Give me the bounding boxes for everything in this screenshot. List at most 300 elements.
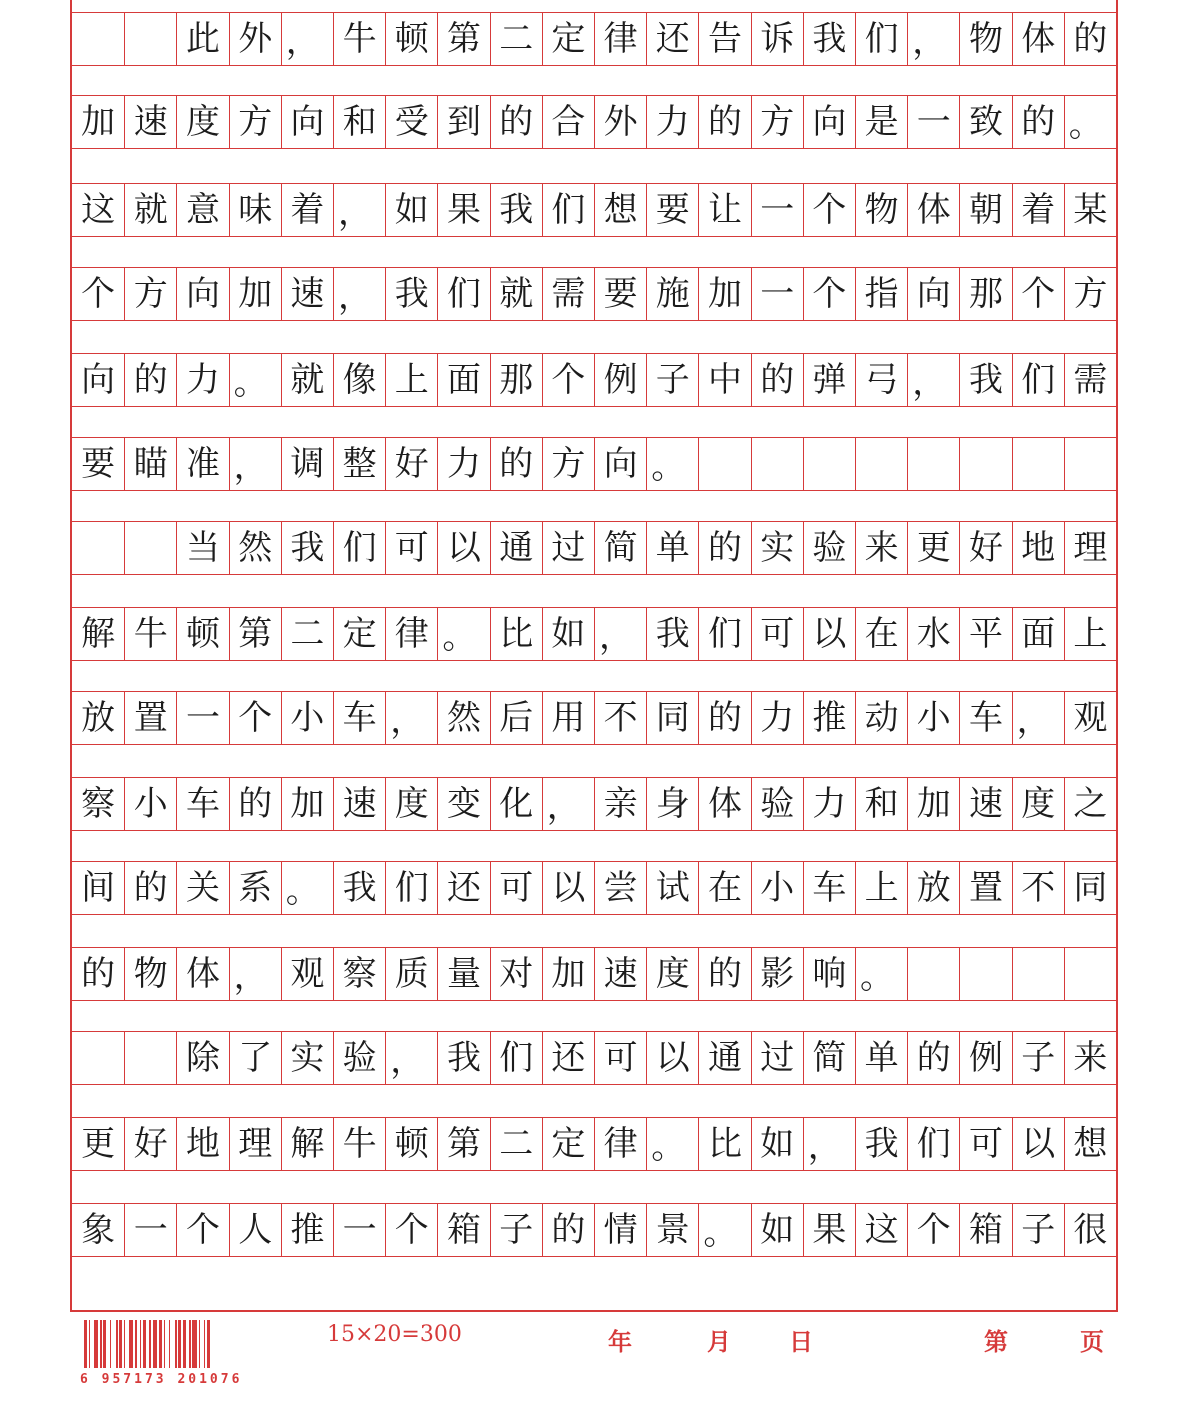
grid-cell: ， bbox=[542, 777, 594, 831]
grid-cell: 察 bbox=[72, 777, 124, 831]
grid-cell: 水 bbox=[907, 607, 959, 661]
grid-cell: 顿 bbox=[385, 1117, 437, 1171]
grid-cell: 用 bbox=[542, 691, 594, 745]
grid-cell: 在 bbox=[698, 861, 750, 915]
grid-row bbox=[72, 95, 1116, 149]
grid-cell: 像 bbox=[333, 353, 385, 407]
grid-cell: 要 bbox=[594, 267, 646, 321]
grid-cell: 度 bbox=[1012, 777, 1064, 831]
grid-cell: 除 bbox=[176, 1031, 228, 1085]
grid-cell: 这 bbox=[855, 1203, 907, 1257]
grid-cell: 一 bbox=[907, 95, 959, 149]
grid-cell: 质 bbox=[385, 947, 437, 1001]
grid-cell: 简 bbox=[594, 521, 646, 575]
grid-cell: 置 bbox=[124, 691, 176, 745]
grid-row bbox=[72, 691, 1116, 745]
grid-cell: 还 bbox=[437, 861, 489, 915]
grid-cell: 外 bbox=[594, 95, 646, 149]
grid-cell bbox=[124, 1031, 176, 1085]
grid-cell: 某 bbox=[1064, 183, 1116, 237]
grid-cell: 体 bbox=[176, 947, 228, 1001]
grid-cell bbox=[72, 1031, 124, 1085]
grid-cell: 准 bbox=[176, 437, 228, 491]
grid-cell: 推 bbox=[803, 691, 855, 745]
grid-cell: 力 bbox=[751, 691, 803, 745]
grid-cell: 瞄 bbox=[124, 437, 176, 491]
grid-cell bbox=[959, 947, 1011, 1001]
grid-cell: 体 bbox=[698, 777, 750, 831]
grid-cell bbox=[1012, 437, 1064, 491]
grid-cell: 通 bbox=[698, 1031, 750, 1085]
grid-cell: 同 bbox=[646, 691, 698, 745]
grid-cell: 的 bbox=[698, 95, 750, 149]
grid-cell: 的 bbox=[542, 1203, 594, 1257]
grid-cell: 们 bbox=[907, 1117, 959, 1171]
grid-cell: 需 bbox=[1064, 353, 1116, 407]
grid-cell: 加 bbox=[542, 947, 594, 1001]
grid-cell: 的 bbox=[751, 353, 803, 407]
grid-row bbox=[72, 861, 1116, 915]
grid-cell: 度 bbox=[646, 947, 698, 1001]
grid-cell: 尝 bbox=[594, 861, 646, 915]
grid-cell: 那 bbox=[490, 353, 542, 407]
grid-cell: 个 bbox=[72, 267, 124, 321]
grid-cell: 当 bbox=[176, 521, 228, 575]
grid-cell: 加 bbox=[281, 777, 333, 831]
grid-cell: 我 bbox=[281, 521, 333, 575]
grid-cell: 个 bbox=[1012, 267, 1064, 321]
grid-cell: 验 bbox=[751, 777, 803, 831]
grid-cell: ， bbox=[333, 183, 385, 237]
grid-cell: 箱 bbox=[437, 1203, 489, 1257]
grid-cell: 。 bbox=[437, 607, 489, 661]
day-label: 日 bbox=[789, 1327, 813, 1356]
grid-cell: 。 bbox=[281, 861, 333, 915]
grid-cell: 到 bbox=[437, 95, 489, 149]
grid-cell: 和 bbox=[855, 777, 907, 831]
grid-cell bbox=[855, 437, 907, 491]
grid-cell: 果 bbox=[803, 1203, 855, 1257]
grid-cell: 想 bbox=[1064, 1117, 1116, 1171]
grid-cell: 很 bbox=[1064, 1203, 1116, 1257]
grid-cell: 速 bbox=[959, 777, 1011, 831]
grid-cell: 更 bbox=[907, 521, 959, 575]
grid-cell: 向 bbox=[176, 267, 228, 321]
grid-row bbox=[72, 521, 1116, 575]
grid-cell: 。 bbox=[646, 1117, 698, 1171]
grid-cell: 弓 bbox=[855, 353, 907, 407]
grid-cell: ， bbox=[907, 12, 959, 66]
grid-cell: 速 bbox=[594, 947, 646, 1001]
grid-cell: 解 bbox=[72, 607, 124, 661]
grid-row bbox=[72, 947, 1116, 1001]
grid-cell: 二 bbox=[490, 1117, 542, 1171]
grid-cell: 影 bbox=[751, 947, 803, 1001]
grid-cell: 以 bbox=[646, 1031, 698, 1085]
grid-cell: 牛 bbox=[333, 1117, 385, 1171]
grid-row bbox=[72, 1031, 1116, 1085]
grid-cell: 定 bbox=[542, 1117, 594, 1171]
grid-cell: 方 bbox=[1064, 267, 1116, 321]
grid-cell: 如 bbox=[751, 1117, 803, 1171]
grid-cell: 好 bbox=[959, 521, 1011, 575]
grid-cell: 然 bbox=[229, 521, 281, 575]
grid-cell bbox=[959, 437, 1011, 491]
grid-cell: 第 bbox=[229, 607, 281, 661]
grid-cell: 弹 bbox=[803, 353, 855, 407]
grid-cell: 。 bbox=[698, 1203, 750, 1257]
grid-cell: 个 bbox=[803, 267, 855, 321]
grid-cell: 推 bbox=[281, 1203, 333, 1257]
grid-cell: 关 bbox=[176, 861, 228, 915]
grid-cell: 律 bbox=[594, 1117, 646, 1171]
grid-cell: 的 bbox=[1064, 12, 1116, 66]
barcode-bar bbox=[207, 1320, 210, 1368]
grid-cell: 理 bbox=[229, 1117, 281, 1171]
grid-cell: 速 bbox=[124, 95, 176, 149]
grid-cell: 个 bbox=[385, 1203, 437, 1257]
grid-cell: 箱 bbox=[959, 1203, 1011, 1257]
grid-cell: 。 bbox=[1064, 95, 1116, 149]
grid-cell: 情 bbox=[594, 1203, 646, 1257]
grid-cell: 比 bbox=[698, 1117, 750, 1171]
grid-cell: 定 bbox=[542, 12, 594, 66]
grid-cell: 小 bbox=[907, 691, 959, 745]
grid-cell: 就 bbox=[281, 353, 333, 407]
grid-cell: 的 bbox=[698, 947, 750, 1001]
grid-cell: 需 bbox=[542, 267, 594, 321]
page-prefix-label: 第 bbox=[984, 1327, 1008, 1356]
grid-cell: 上 bbox=[1064, 607, 1116, 661]
grid-cell: 方 bbox=[229, 95, 281, 149]
grid-cell: 上 bbox=[385, 353, 437, 407]
grid-cell: 就 bbox=[490, 267, 542, 321]
grid-cell: 的 bbox=[72, 947, 124, 1001]
grid-cell: 化 bbox=[490, 777, 542, 831]
grid-cell: 顿 bbox=[176, 607, 228, 661]
grid-cell: 比 bbox=[490, 607, 542, 661]
grid-cell: 的 bbox=[490, 95, 542, 149]
grid-row bbox=[72, 607, 1116, 661]
grid-cell: 就 bbox=[124, 183, 176, 237]
grid-cell: 合 bbox=[542, 95, 594, 149]
grid-cell: 们 bbox=[542, 183, 594, 237]
grid-cell: 。 bbox=[229, 353, 281, 407]
grid-cell: 律 bbox=[594, 12, 646, 66]
grid-cell: ， bbox=[907, 353, 959, 407]
grid-cell: 们 bbox=[385, 861, 437, 915]
grid-cell: 车 bbox=[959, 691, 1011, 745]
grid-cell: 牛 bbox=[333, 12, 385, 66]
grid-row bbox=[72, 183, 1116, 237]
grid-cell: 置 bbox=[959, 861, 1011, 915]
grid-cell: 们 bbox=[698, 607, 750, 661]
grid-cell: 上 bbox=[855, 861, 907, 915]
grid-cell: ， bbox=[229, 947, 281, 1001]
grid-cell: 让 bbox=[698, 183, 750, 237]
grid-cell: 我 bbox=[437, 1031, 489, 1085]
grid-cell: 速 bbox=[333, 777, 385, 831]
grid-row bbox=[72, 12, 1116, 66]
grid-cell: 着 bbox=[1012, 183, 1064, 237]
grid-cell: 不 bbox=[1012, 861, 1064, 915]
grid-cell: 个 bbox=[229, 691, 281, 745]
grid-cell: 单 bbox=[855, 1031, 907, 1085]
grid-cell: ， bbox=[333, 267, 385, 321]
grid-cell bbox=[907, 947, 959, 1001]
grid-cell: ， bbox=[1012, 691, 1064, 745]
grid-cell bbox=[1064, 947, 1116, 1001]
grid-cell: 放 bbox=[907, 861, 959, 915]
grid-cell bbox=[124, 12, 176, 66]
grid-cell: 的 bbox=[698, 691, 750, 745]
grid-cell: 过 bbox=[542, 521, 594, 575]
grid-cell: 的 bbox=[907, 1031, 959, 1085]
grid-cell: 物 bbox=[124, 947, 176, 1001]
grid-cell: 如 bbox=[385, 183, 437, 237]
grid-cell: 加 bbox=[907, 777, 959, 831]
grid-cell: 解 bbox=[281, 1117, 333, 1171]
grid-cell: 牛 bbox=[124, 607, 176, 661]
grid-cell bbox=[751, 437, 803, 491]
grid-cell: 后 bbox=[490, 691, 542, 745]
grid-cell: 方 bbox=[124, 267, 176, 321]
grid-cell: 的 bbox=[490, 437, 542, 491]
grid-cell: 简 bbox=[803, 1031, 855, 1085]
grid-cell: 们 bbox=[1012, 353, 1064, 407]
grid-count-formula: 15×20=300 bbox=[327, 1322, 462, 1347]
grid-cell: 一 bbox=[333, 1203, 385, 1257]
grid-cell: 更 bbox=[72, 1117, 124, 1171]
grid-cell: 外 bbox=[229, 12, 281, 66]
grid-cell: 观 bbox=[281, 947, 333, 1001]
grid-cell: 一 bbox=[751, 183, 803, 237]
grid-cell bbox=[698, 437, 750, 491]
grid-cell: 们 bbox=[490, 1031, 542, 1085]
grid-cell: 告 bbox=[698, 12, 750, 66]
grid-cell: 验 bbox=[803, 521, 855, 575]
year-label: 年 bbox=[608, 1327, 632, 1356]
grid-cell: 动 bbox=[855, 691, 907, 745]
grid-cell: 这 bbox=[72, 183, 124, 237]
grid-cell: 律 bbox=[385, 607, 437, 661]
grid-cell: 同 bbox=[1064, 861, 1116, 915]
grid-cell: 验 bbox=[333, 1031, 385, 1085]
grid-cell: 体 bbox=[1012, 12, 1064, 66]
grid-cell: 察 bbox=[333, 947, 385, 1001]
grid-cell: 观 bbox=[1064, 691, 1116, 745]
grid-cell: 一 bbox=[124, 1203, 176, 1257]
grid-cell: 度 bbox=[176, 95, 228, 149]
grid-cell: 意 bbox=[176, 183, 228, 237]
grid-cell: 景 bbox=[646, 1203, 698, 1257]
grid-cell: 如 bbox=[751, 1203, 803, 1257]
grid-cell: 理 bbox=[1064, 521, 1116, 575]
grid-cell: 加 bbox=[72, 95, 124, 149]
grid-cell: 中 bbox=[698, 353, 750, 407]
grid-cell: 二 bbox=[490, 12, 542, 66]
grid-cell: ， bbox=[385, 691, 437, 745]
grid-cell: 可 bbox=[594, 1031, 646, 1085]
grid-cell: 身 bbox=[646, 777, 698, 831]
grid-cell: 在 bbox=[855, 607, 907, 661]
grid-cell: 第 bbox=[437, 12, 489, 66]
grid-cell: 致 bbox=[959, 95, 1011, 149]
grid-cell: 的 bbox=[698, 521, 750, 575]
grid-cell: 以 bbox=[542, 861, 594, 915]
grid-cell: 个 bbox=[907, 1203, 959, 1257]
grid-cell: 过 bbox=[751, 1031, 803, 1085]
grid-cell: 。 bbox=[646, 437, 698, 491]
grid-cell: 受 bbox=[385, 95, 437, 149]
grid-cell: 整 bbox=[333, 437, 385, 491]
grid-cell: 例 bbox=[594, 353, 646, 407]
grid-cell: 个 bbox=[542, 353, 594, 407]
grid-cell: 要 bbox=[646, 183, 698, 237]
grid-cell: 人 bbox=[229, 1203, 281, 1257]
grid-cell: 一 bbox=[176, 691, 228, 745]
page-label: 页 bbox=[1080, 1327, 1104, 1356]
grid-cell: 单 bbox=[646, 521, 698, 575]
grid-cell: 想 bbox=[594, 183, 646, 237]
grid-cell: 可 bbox=[385, 521, 437, 575]
grid-row bbox=[72, 1203, 1116, 1257]
grid-cell bbox=[1012, 947, 1064, 1001]
grid-cell: 可 bbox=[959, 1117, 1011, 1171]
grid-cell: 车 bbox=[333, 691, 385, 745]
grid-cell: 味 bbox=[229, 183, 281, 237]
grid-cell: ， bbox=[803, 1117, 855, 1171]
grid-cell bbox=[72, 12, 124, 66]
grid-cell: 体 bbox=[907, 183, 959, 237]
grid-cell: 好 bbox=[124, 1117, 176, 1171]
grid-cell: 是 bbox=[855, 95, 907, 149]
grid-cell: 以 bbox=[1012, 1117, 1064, 1171]
grid-cell: 力 bbox=[803, 777, 855, 831]
grid-cell: 子 bbox=[1012, 1203, 1064, 1257]
grid-cell: 小 bbox=[281, 691, 333, 745]
grid-cell: 着 bbox=[281, 183, 333, 237]
grid-row bbox=[72, 267, 1116, 321]
grid-cell: 的 bbox=[124, 861, 176, 915]
grid-cell bbox=[72, 521, 124, 575]
grid-cell: 我 bbox=[646, 607, 698, 661]
grid-cell: ， bbox=[385, 1031, 437, 1085]
grid-cell: 放 bbox=[72, 691, 124, 745]
grid-cell: ， bbox=[229, 437, 281, 491]
grid-cell: 对 bbox=[490, 947, 542, 1001]
grid-cell: 个 bbox=[176, 1203, 228, 1257]
grid-cell: 。 bbox=[855, 947, 907, 1001]
grid-cell: 还 bbox=[542, 1031, 594, 1085]
grid-cell: 来 bbox=[855, 521, 907, 575]
grid-cell: 向 bbox=[907, 267, 959, 321]
grid-cell: 我 bbox=[490, 183, 542, 237]
grid-cell: 第 bbox=[437, 1117, 489, 1171]
grid-cell: 加 bbox=[229, 267, 281, 321]
grid-cell: 个 bbox=[803, 183, 855, 237]
grid-cell: 面 bbox=[1012, 607, 1064, 661]
grid-cell: 向 bbox=[281, 95, 333, 149]
grid-cell: 向 bbox=[594, 437, 646, 491]
month-label: 月 bbox=[707, 1327, 731, 1356]
grid-cell: 们 bbox=[855, 12, 907, 66]
grid-cell: 小 bbox=[124, 777, 176, 831]
grid-cell: 要 bbox=[72, 437, 124, 491]
grid-cell: 地 bbox=[176, 1117, 228, 1171]
grid-cell: 方 bbox=[542, 437, 594, 491]
grid-cell: 以 bbox=[437, 521, 489, 575]
grid-cell: 子 bbox=[490, 1203, 542, 1257]
grid-cell: 如 bbox=[542, 607, 594, 661]
grid-cell: 可 bbox=[751, 607, 803, 661]
grid-cell: 果 bbox=[437, 183, 489, 237]
grid-cell: 子 bbox=[646, 353, 698, 407]
grid-cell bbox=[1064, 437, 1116, 491]
grid-cell: 加 bbox=[698, 267, 750, 321]
grid-cell: 力 bbox=[437, 437, 489, 491]
grid-cell: 施 bbox=[646, 267, 698, 321]
grid-cell: 小 bbox=[751, 861, 803, 915]
grid-cell: 调 bbox=[281, 437, 333, 491]
grid-cell: 我 bbox=[855, 1117, 907, 1171]
grid-row bbox=[72, 1117, 1116, 1171]
grid-cell: 速 bbox=[281, 267, 333, 321]
grid-cell: 量 bbox=[437, 947, 489, 1001]
grid-cell bbox=[803, 437, 855, 491]
grid-cell: 然 bbox=[437, 691, 489, 745]
grid-cell: 可 bbox=[490, 861, 542, 915]
grid-cell: 向 bbox=[803, 95, 855, 149]
grid-cell: ， bbox=[594, 607, 646, 661]
grid-cell: 诉 bbox=[751, 12, 803, 66]
grid-cell: 例 bbox=[959, 1031, 1011, 1085]
grid-cell: 象 bbox=[72, 1203, 124, 1257]
grid-cell: 通 bbox=[490, 521, 542, 575]
grid-row bbox=[72, 437, 1116, 491]
grid-cell: 试 bbox=[646, 861, 698, 915]
grid-cell: 那 bbox=[959, 267, 1011, 321]
grid-cell: 响 bbox=[803, 947, 855, 1001]
grid-cell: 以 bbox=[803, 607, 855, 661]
grid-cell: 指 bbox=[855, 267, 907, 321]
grid-cell: 的 bbox=[229, 777, 281, 831]
grid-cell: 的 bbox=[1012, 95, 1064, 149]
grid-cell: 子 bbox=[1012, 1031, 1064, 1085]
grid-cell: 们 bbox=[437, 267, 489, 321]
grid-cell: 间 bbox=[72, 861, 124, 915]
grid-cell: 度 bbox=[385, 777, 437, 831]
grid-cell: 的 bbox=[124, 353, 176, 407]
grid-cell: 面 bbox=[437, 353, 489, 407]
grid-cell: 一 bbox=[751, 267, 803, 321]
grid-cell: 车 bbox=[803, 861, 855, 915]
grid-cell: 定 bbox=[333, 607, 385, 661]
grid-cell: 物 bbox=[959, 12, 1011, 66]
grid-cell: 和 bbox=[333, 95, 385, 149]
grid-cell: 系 bbox=[229, 861, 281, 915]
grid-cell bbox=[124, 521, 176, 575]
grid-cell: 此 bbox=[176, 12, 228, 66]
grid-cell bbox=[907, 437, 959, 491]
grid-cell: ， bbox=[281, 12, 333, 66]
grid-cell: 不 bbox=[594, 691, 646, 745]
grid-cell: 我 bbox=[803, 12, 855, 66]
grid-cell: 亲 bbox=[594, 777, 646, 831]
grid-row bbox=[72, 353, 1116, 407]
grid-cell: 还 bbox=[646, 12, 698, 66]
grid-cell: 向 bbox=[72, 353, 124, 407]
